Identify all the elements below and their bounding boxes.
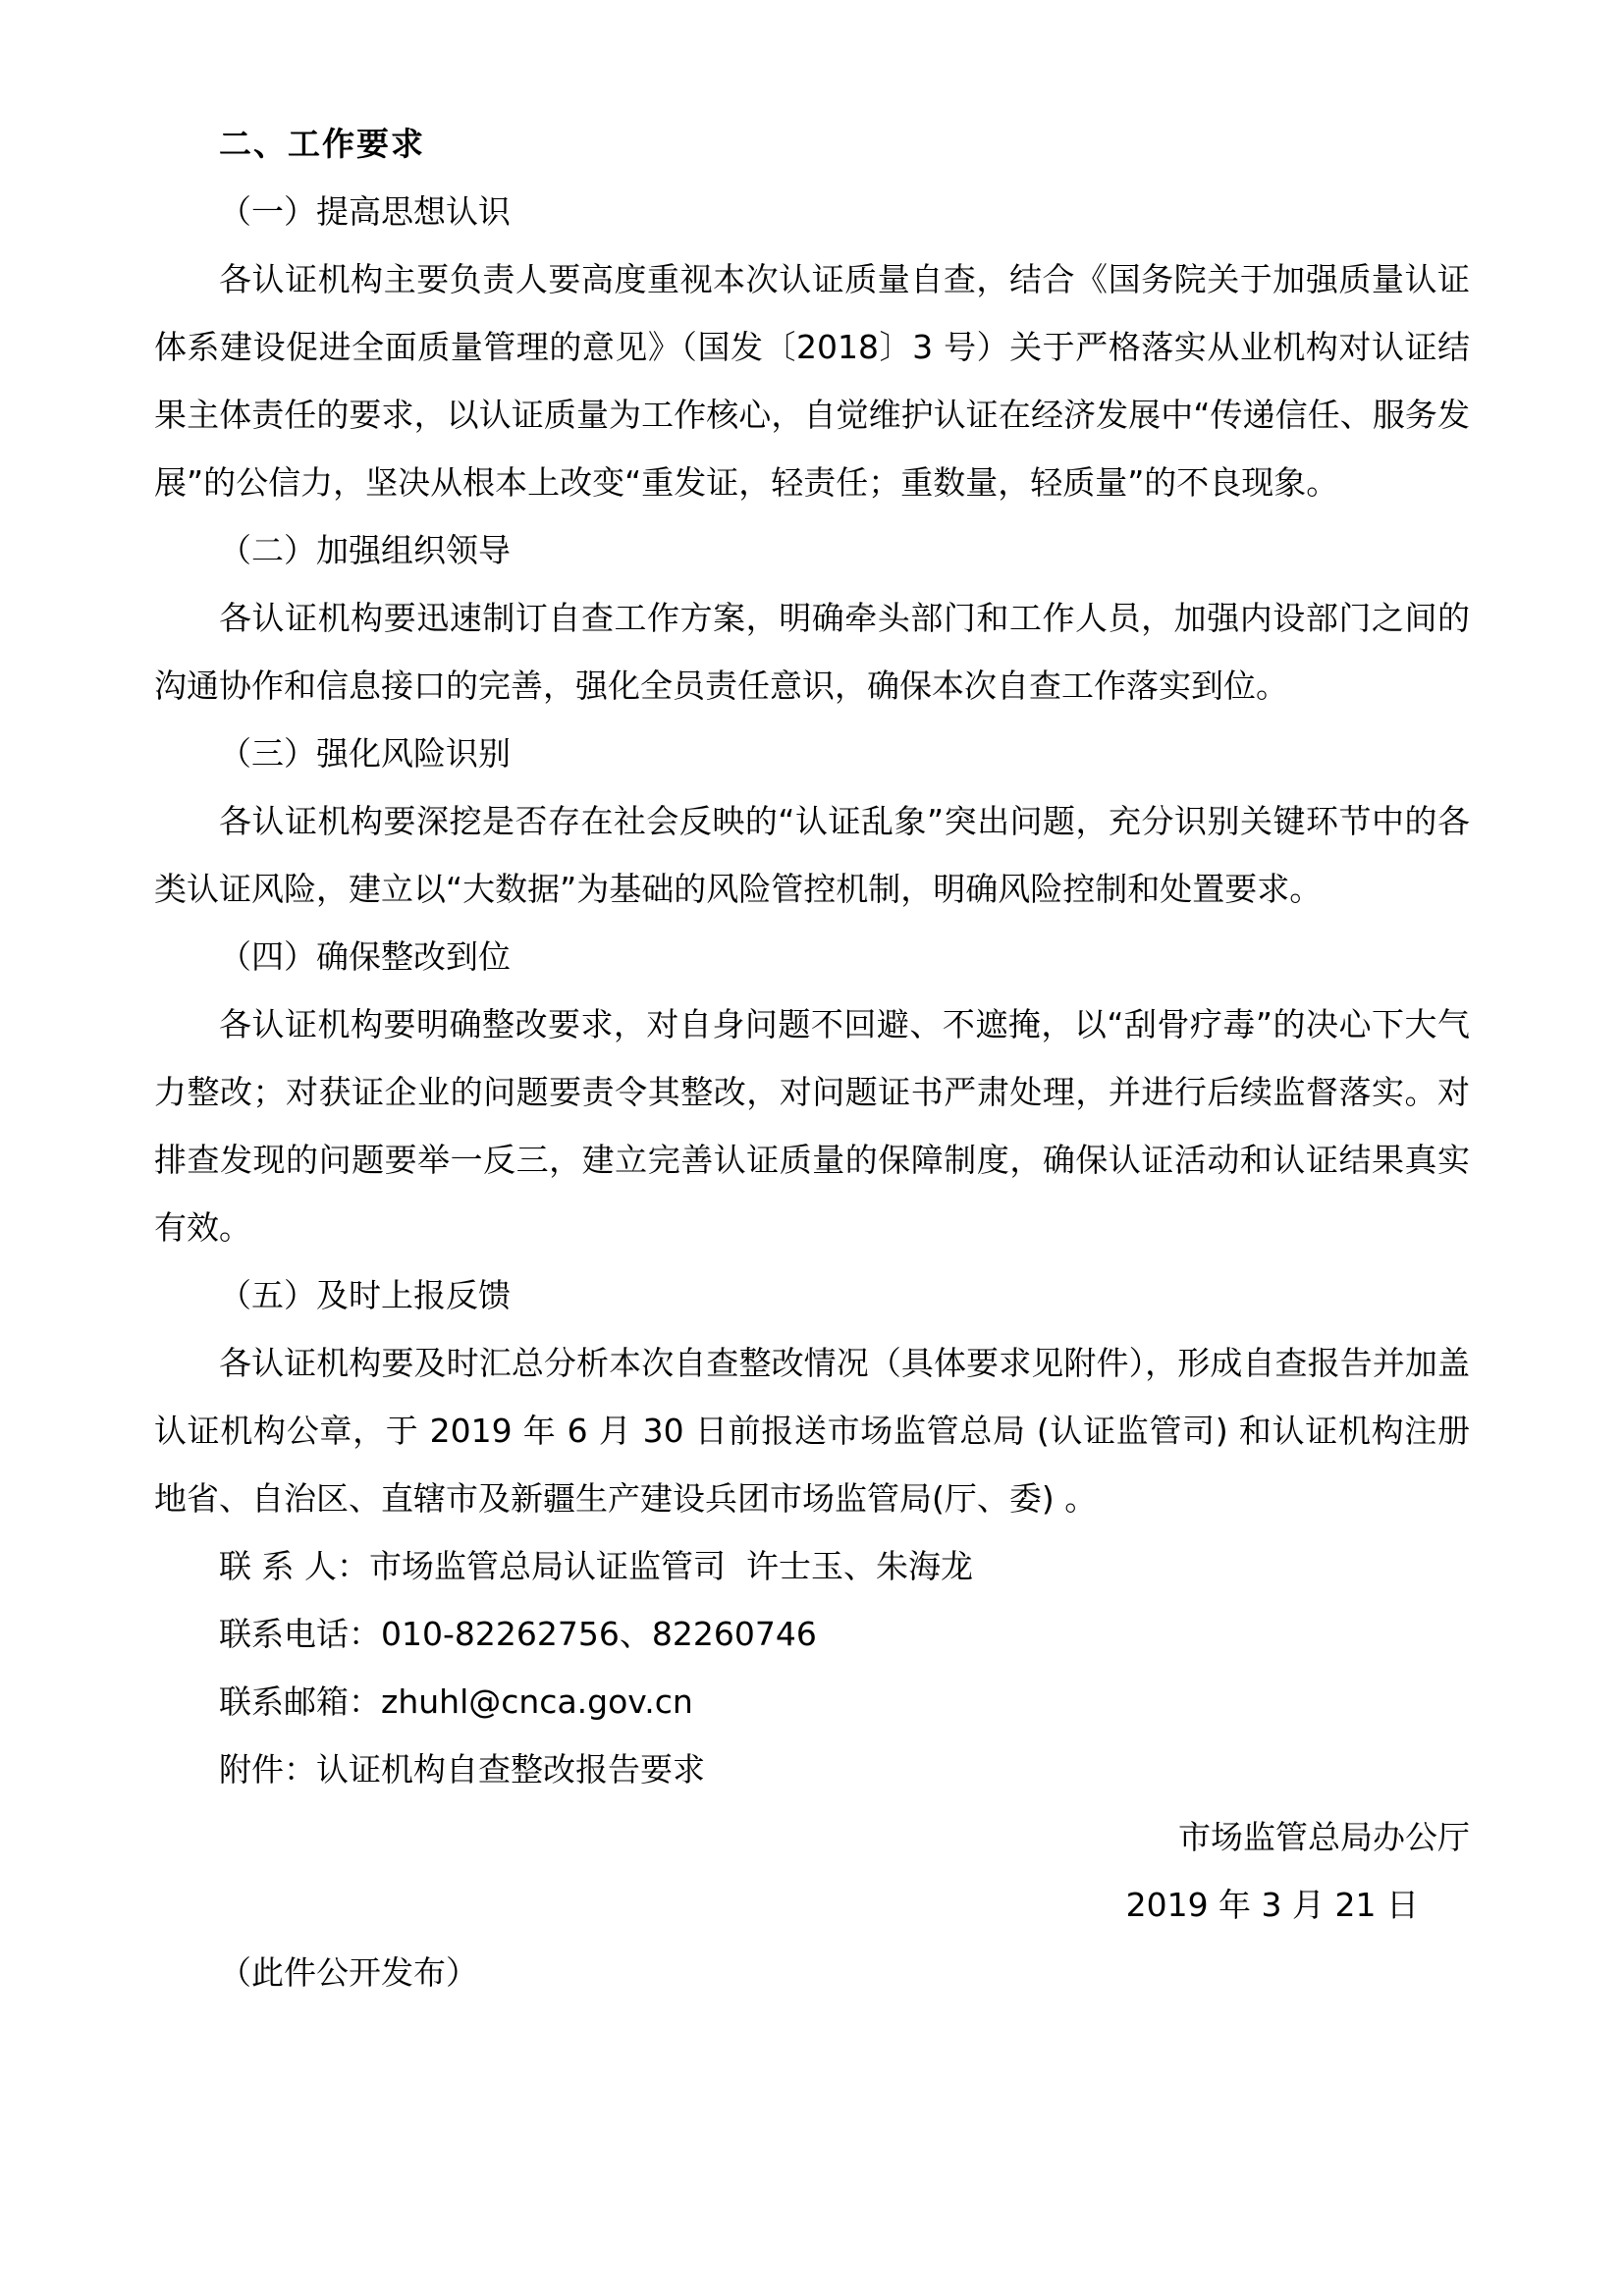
contact-person-value: 市场监管总局认证监管司 许士玉、朱海龙 [368, 1547, 973, 1585]
paragraph-4: 各认证机构要明确整改要求，对自身问题不回避、不遮掩，以“刮骨疗毒”的决心下大气力整改；对获证企业的问题要责令其整改，对问题证书严肃处理，并进行后续监督落实。对排查发现的问题要举一反三，建立完善认证质量的保障制度，确保认证活动和认证结果真实有效。 [154, 1005, 1470, 1247]
subsection-heading-1: （一）提高思想认识 [219, 192, 511, 231]
attachment-value: 认证机构自查整改报告要求 [316, 1750, 705, 1789]
paragraph-1: 各认证机构主要负责人要高度重视本次认证质量自查，结合《国务院关于加强质量认证体系建设促进全面质量管理的意见》（国发〔2018〕3 号）关于严格落实从业机构对认证结果主体责任的要求，以认证质量为工作核心，自觉维护认证在经济发展中“传递信任、服务发展”的公信力，坚决从根本上改变“重发证，轻责任；重数量，轻质量”的不良现象。 [154, 260, 1470, 502]
contact-email-value: zhuhl@cnca.gov.cn [381, 1682, 693, 1721]
contact-phone-value: 010-82262756、82260746 [381, 1615, 817, 1653]
subsection-heading-4: （四）确保整改到位 [219, 937, 511, 976]
signature-issuer: 市场监管总局办公厅 [1178, 1818, 1470, 1856]
subsection-heading-5: （五）及时上报反馈 [219, 1276, 511, 1314]
contact-person-line [154, 1532, 1470, 1600]
attachment-label: 附件： [219, 1750, 316, 1789]
subsection-heading-3: （三）强化风险识别 [219, 734, 511, 773]
attachment-line [154, 1735, 1470, 1803]
contact-person-label: 联 系 人： [219, 1547, 369, 1585]
contact-email-line [154, 1668, 1470, 1735]
paragraph-2: 各认证机构要迅速制订自查工作方案，明确牵头部门和工作人员，加强内设部门之间的沟通协作和信息接口的完善，强化全员责任意识，确保本次自查工作落实到位。 [154, 599, 1470, 705]
contact-phone-label: 联系电话： [219, 1615, 381, 1653]
signature-date: 2019 年 3 月 21 日 [1125, 1886, 1419, 1924]
paragraph-3: 各认证机构要深挖是否存在社会反映的“认证乱象”突出问题，充分识别关键环节中的各类认证风险，建立以“大数据”为基础的风险管控机制，明确风险控制和处置要求。 [154, 802, 1470, 908]
contact-phone-line [154, 1600, 1470, 1668]
contact-email-label: 联系邮箱： [219, 1682, 381, 1721]
public-release-note: （此件公开发布） [219, 1953, 478, 1992]
section-heading: 二、工作要求 [219, 125, 425, 163]
subsection-heading-2: （二）加强组织领导 [219, 531, 511, 569]
paragraph-5: 各认证机构要及时汇总分析本次自查整改情况（具体要求见附件），形成自查报告并加盖认证机构公章，于 2019 年 6 月 30 日前报送市场监管总局 (认证监管司) 和认证机构注册地省、自治区、直辖市及新疆生产建设兵团市场监管局(厅、委) 。 [154, 1344, 1470, 1518]
